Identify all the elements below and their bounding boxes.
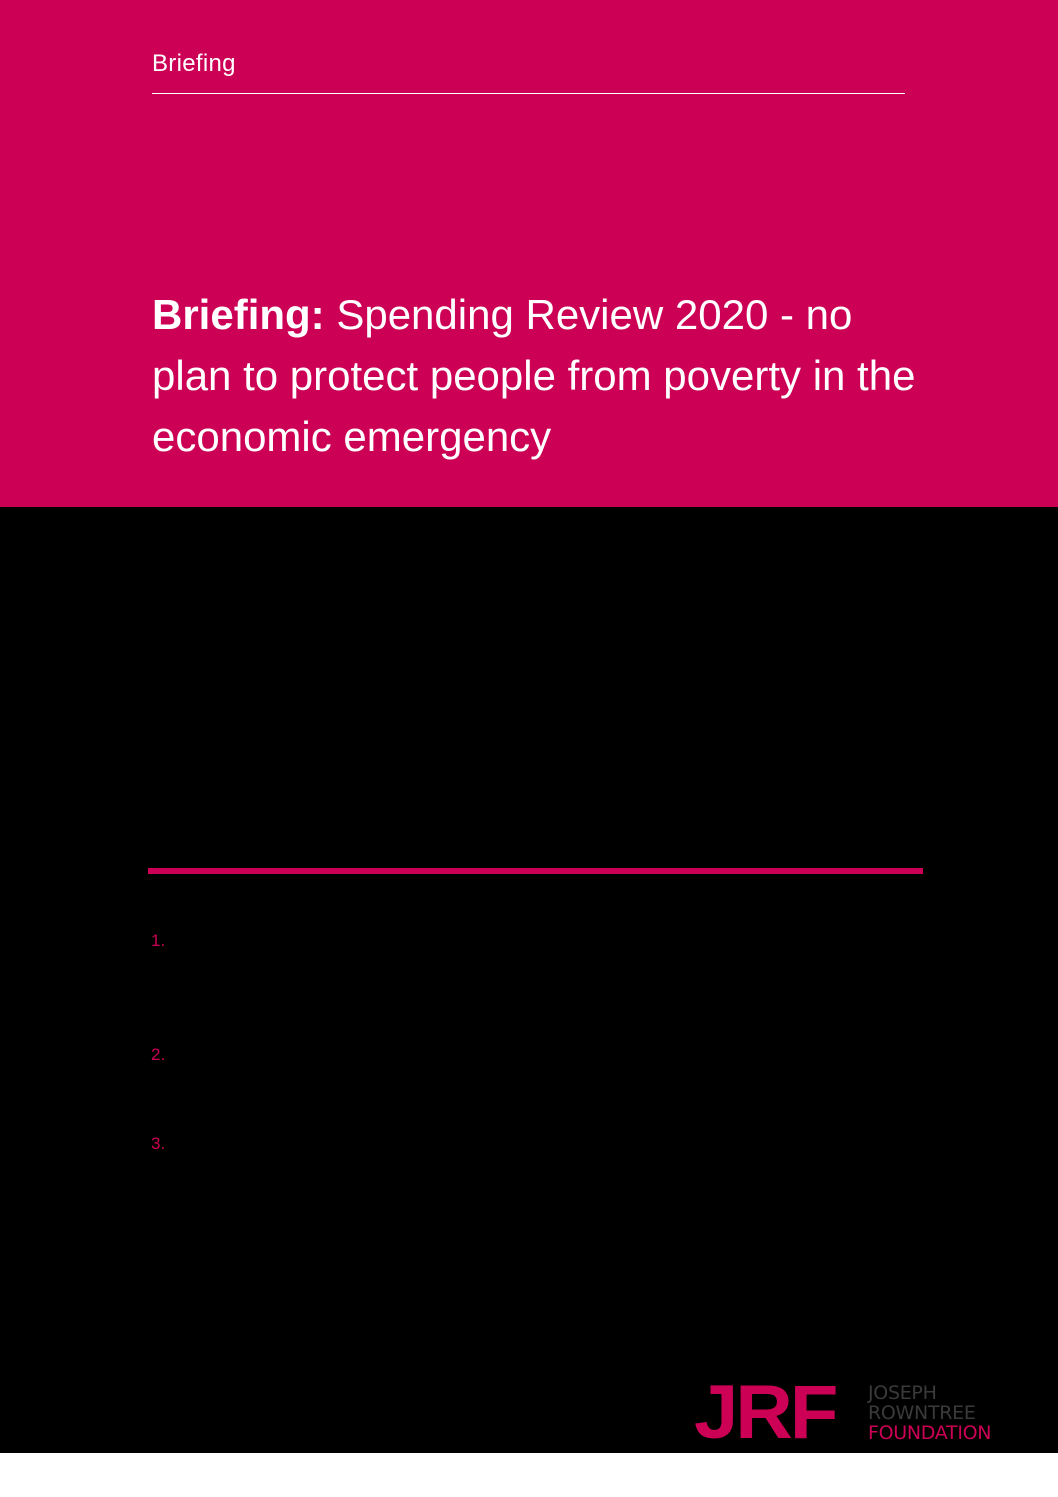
list-number-3: 3. <box>151 1134 166 1153</box>
title-lead: Briefing: <box>152 291 325 338</box>
document-title <box>152 284 922 467</box>
logo-line-2: ROWNTREE <box>868 1402 976 1424</box>
content-area <box>0 507 1058 1453</box>
jrf-logo <box>694 1370 1024 1455</box>
list-number-2: 2. <box>151 1045 166 1064</box>
title-text: Spending Review 2020 - no plan to protect people from poverty in the economic emergency <box>152 291 916 460</box>
logo-wordmark <box>868 1383 991 1443</box>
logo-line-1: JOSEPH <box>868 1382 937 1404</box>
logo-line-3: FOUNDATION <box>868 1422 992 1444</box>
header-banner <box>0 0 1058 507</box>
header-divider <box>152 93 905 94</box>
document-type-label: Briefing <box>152 50 236 77</box>
list-number-1: 1. <box>151 931 166 950</box>
section-divider <box>148 868 923 874</box>
logo-mark: JRF <box>694 1370 836 1455</box>
